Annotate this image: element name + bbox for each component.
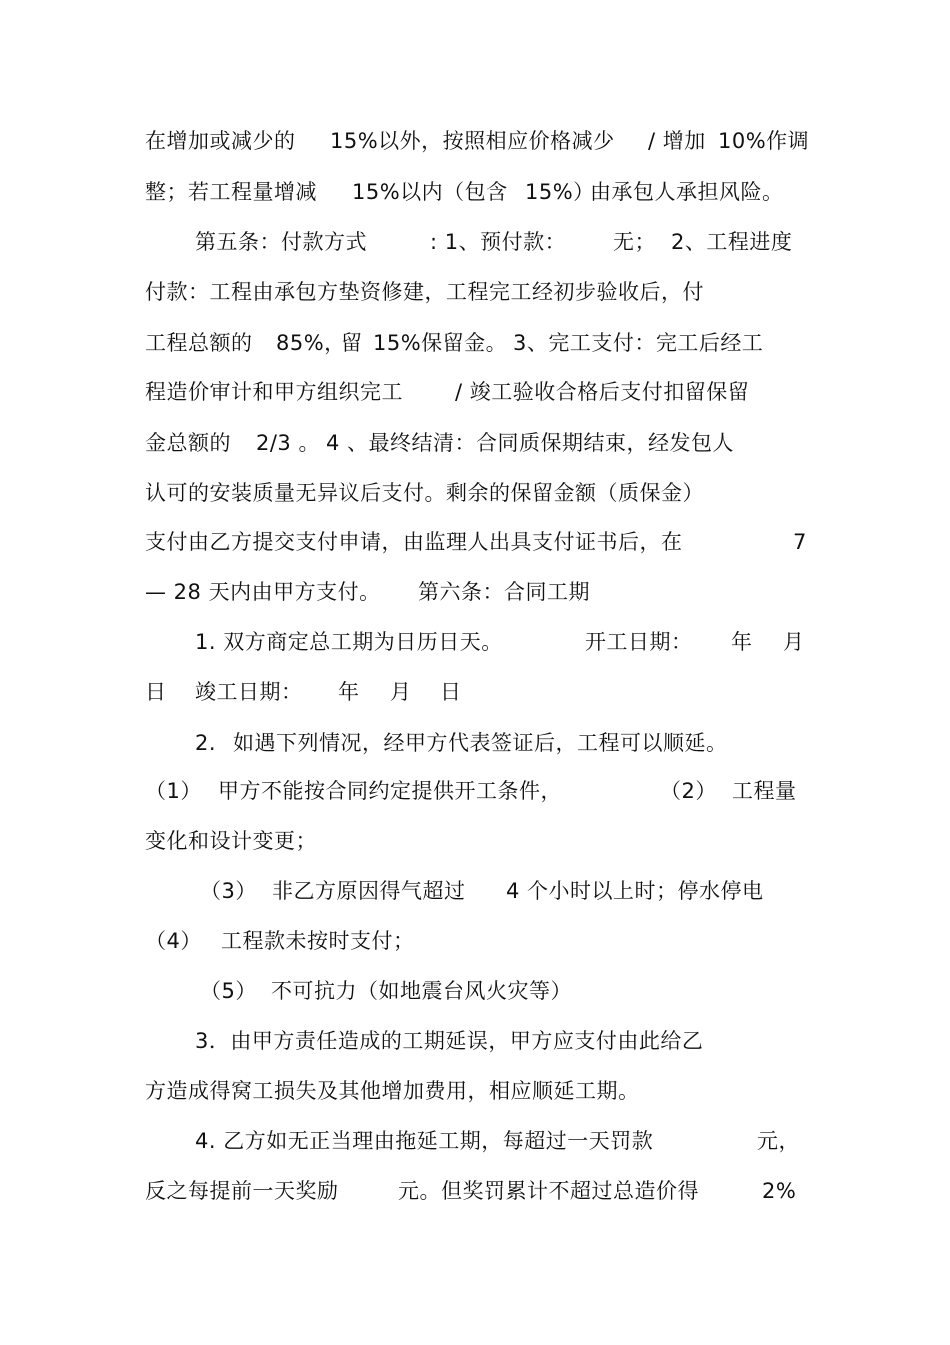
- text-segment: 付款：工程由承包方垫资修建，工程完工经初步验收后，付: [145, 280, 704, 304]
- text-segment: 第五条：付款方式: [195, 230, 367, 254]
- text-segment: 2、工程进度: [671, 230, 793, 254]
- text-segment: 3．由甲方责任造成的工期延误，甲方应支付由此给乙: [195, 1029, 704, 1053]
- text-line-2: [145, 177, 825, 207]
- text-segment: 日: [440, 680, 462, 704]
- text-line-18: [200, 976, 825, 1006]
- text-segment: 日: [145, 680, 167, 704]
- text-segment: 10%作调: [718, 129, 810, 153]
- text-segment: 15%以内（包含: [352, 180, 508, 204]
- text-segment: 方造成得窝工损失及其他增加费用，相应顺延工期。: [145, 1079, 640, 1103]
- text-line-19: [195, 1026, 825, 1056]
- text-line-1: [145, 126, 825, 156]
- text-segment: 第六条：合同工期: [418, 580, 590, 604]
- text-line-8: [145, 478, 825, 508]
- text-segment: / 增加: [648, 129, 706, 153]
- text-segment: 变化和设计变更；: [145, 829, 317, 853]
- text-line-14: [145, 776, 825, 806]
- text-segment: 4 个小时以上时；停水停电: [506, 879, 764, 903]
- text-line-6: [145, 377, 825, 407]
- text-segment: 15%以外，按照相应价格减少: [330, 129, 615, 153]
- text-line-20: [145, 1076, 825, 1106]
- text-segment: 月: [390, 680, 412, 704]
- text-line-3: [195, 227, 825, 257]
- text-segment: 2%: [762, 1179, 797, 1203]
- text-segment: 15%保留金。: [373, 331, 508, 355]
- text-segment: 2/3 。: [256, 431, 320, 455]
- text-segment: （4）: [145, 929, 202, 953]
- text-segment: 在增加或减少的: [145, 129, 296, 153]
- text-segment: 工程量: [732, 779, 797, 803]
- text-line-21: [195, 1126, 825, 1156]
- text-line-22: [145, 1176, 825, 1206]
- text-segment: 开工日期：: [585, 630, 693, 654]
- text-segment: （3）: [200, 879, 257, 903]
- text-segment: 非乙方原因得气超过: [272, 879, 466, 903]
- text-segment: 留: [341, 331, 363, 355]
- text-line-7: [145, 428, 825, 458]
- text-segment: — 28 天内由甲方支付。: [145, 580, 381, 604]
- text-line-17: [145, 926, 825, 956]
- text-line-13: [195, 728, 825, 758]
- text-segment: : 1、预付款：: [430, 230, 567, 254]
- text-segment: 2.: [195, 731, 217, 755]
- text-segment: 不可抗力（如地震台风火灾等）: [271, 979, 572, 1003]
- text-segment: （5）: [200, 979, 257, 1003]
- text-segment: 由承包人承担风险。: [590, 180, 784, 204]
- text-line-9: [145, 527, 825, 557]
- text-segment: 认可的安装质量无异议后支付。剩余的保留金额（质保金）: [145, 481, 704, 505]
- text-segment: 年: [338, 680, 360, 704]
- text-segment: 1. 双方商定总工期为日历日天。: [195, 630, 503, 654]
- text-segment: 工程总额的: [145, 331, 253, 355]
- text-line-10: [145, 577, 825, 607]
- text-segment: 竣工日期：: [195, 680, 303, 704]
- text-segment: 如遇下列情况，经甲方代表签证后，工程可以顺延。: [233, 731, 728, 755]
- text-segment: 年: [731, 630, 753, 654]
- text-segment: 甲方不能按合同约定提供开工条件，: [218, 779, 562, 803]
- text-segment: 元，: [757, 1129, 800, 1153]
- text-segment: 月: [783, 630, 805, 654]
- text-segment: 金总额的: [145, 431, 231, 455]
- text-segment: 85%，: [276, 331, 346, 355]
- text-segment: 程造价审计和甲方组织完工: [145, 380, 403, 404]
- text-line-12: [145, 677, 825, 707]
- text-segment: 3、完工支付：完工后经工: [513, 331, 764, 355]
- text-line-16: [200, 876, 825, 906]
- text-segment: 7: [793, 530, 807, 554]
- text-segment: 支付由乙方提交支付申请，由监理人出具支付证书后，在: [145, 530, 683, 554]
- text-segment: 元。但奖罚累计不超过总造价得: [398, 1179, 699, 1203]
- text-segment: （2）: [660, 779, 717, 803]
- text-segment: / 竣工验收合格后支付扣留保留: [455, 380, 750, 404]
- text-segment: 15%）: [525, 180, 595, 204]
- text-segment: 无；: [613, 230, 656, 254]
- text-line-5: [145, 328, 825, 358]
- text-segment: 反之每提前一天奖励: [145, 1179, 339, 1203]
- text-segment: 4. 乙方如无正当理由拖延工期，每超过一天罚款: [195, 1129, 654, 1153]
- text-segment: 工程款未按时支付；: [221, 929, 415, 953]
- text-line-15: [145, 826, 825, 856]
- text-segment: （1）: [145, 779, 202, 803]
- text-segment: 4 、最终结清：合同质保期结束，经发包人: [326, 431, 735, 455]
- text-line-4: [145, 277, 825, 307]
- text-segment: 整；若工程量增减: [145, 180, 317, 204]
- text-line-11: [195, 627, 825, 657]
